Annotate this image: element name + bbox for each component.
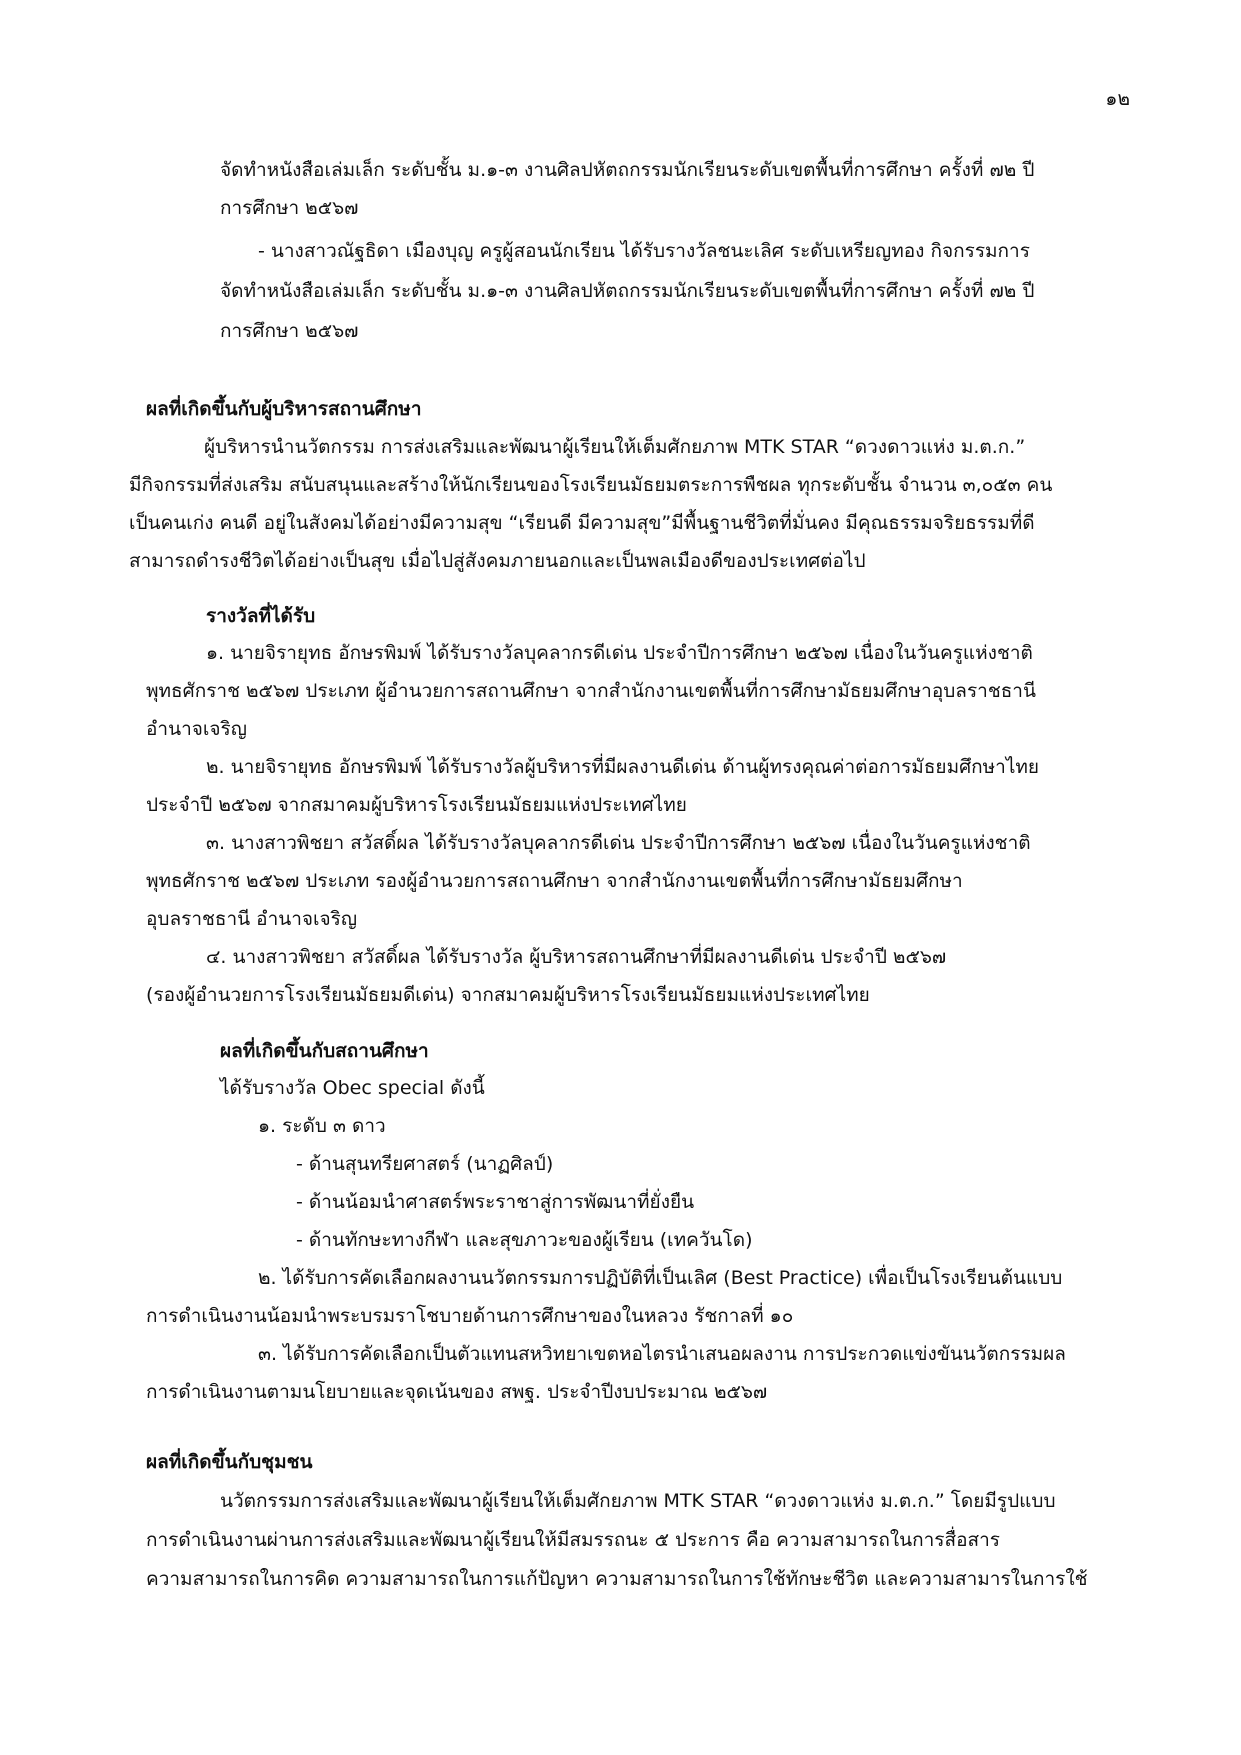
school-item-line: การดำเนินงานน้อมนำพระบรมราโชบายด้านการศึกษาของในหลวง รัชกาลที่ ๑๐ bbox=[146, 1305, 794, 1327]
award-line: ๑. นายจิรายุทธ อักษรพิมพ์ ได้รับรางวัลบุคลากรดีเด่น ประจำปีการศึกษา ๒๕๖๗ เนื่องในวันครูแห่งชาติ bbox=[206, 642, 1033, 664]
carryover-bullet-line: - นางสาวณัฐธิดา เมืองบุญ ครูผู้สอนนักเรียน ได้รับรางวัลชนะเลิศ ระดับเหรียญทอง กิจกรรมการ bbox=[258, 240, 1030, 262]
community-paragraph-line: นวัตกรรมการส่งเสริมและพัฒนาผู้เรียนให้เต็มศักยภาพ MTK STAR “ดวงดาวแห่ง ม.ต.ก.” โดยมีรูปแบบ bbox=[220, 1490, 1056, 1512]
award-line: (รองผู้อำนวยการโรงเรียนมัธยมดีเด่น) จากสมาคมผู้บริหารโรงเรียนมัธยมแห่งประเทศไทย bbox=[146, 984, 870, 1006]
page-number: ๑๒ bbox=[1105, 88, 1130, 110]
awards-heading: รางวัลที่ได้รับ bbox=[206, 605, 316, 627]
admin-paragraph-line: สามารถดำรงชีวิตได้อย่างเป็นสุข เมื่อไปสู่สังคมภายนอกและเป็นพลเมืองดีของประเทศต่อไป bbox=[129, 550, 866, 572]
admin-paragraph-line: มีกิจกรรมที่ส่งเสริม สนับสนุนและสร้างให้นักเรียนของโรงเรียนมัธยมตระการพืชผล ทุกระดับชั้น จำนวน ๓,๐๕๓ คน bbox=[129, 474, 1053, 496]
award-line: พุทธศักราช ๒๕๖๗ ประเภท ผู้อำนวยการสถานศึกษา จากสำนักงานเขตพื้นที่การศึกษามัธยมศึกษาอุบลราชธานี bbox=[146, 680, 1036, 702]
community-paragraph-line: การดำเนินงานผ่านการส่งเสริมและพัฒนาผู้เรียนให้มีสมรรถนะ ๕ ประการ คือ ความสามารถในการสื่อสาร bbox=[146, 1529, 1000, 1551]
award-line: อำนาจเจริญ bbox=[146, 718, 247, 740]
award-line: พุทธศักราช ๒๕๖๗ ประเภท รองผู้อำนวยการสถานศึกษา จากสำนักงานเขตพื้นที่การศึกษามัธยมศึกษา bbox=[146, 870, 963, 892]
community-paragraph-line: ความสามารถในการคิด ความสามารถในการแก้ปัญหา ความสามารถในการใช้ทักษะชีวิต และความสามารในการใช้ bbox=[146, 1568, 1088, 1590]
school-item-line: การดำเนินงานตามนโยบายและจุดเน้นของ สพฐ. ประจำปีงบประมาณ ๒๕๖๗ bbox=[146, 1381, 768, 1403]
carryover-bullet-line: จัดทำหนังสือเล่มเล็ก ระดับชั้น ม.๑-๓ งานศิลปหัตถกรรมนักเรียนระดับเขตพื้นที่การศึกษา ครั้งที่ ๗๒ ปี bbox=[220, 280, 1035, 302]
carryover-line: จัดทำหนังสือเล่มเล็ก ระดับชั้น ม.๑-๓ งานศิลปหัตถกรรมนักเรียนระดับเขตพื้นที่การศึกษา ครั้งที่ ๗๒ ปี bbox=[220, 159, 1035, 181]
carryover-line: การศึกษา ๒๕๖๗ bbox=[220, 197, 359, 219]
admin-paragraph-line: เป็นคนเก่ง คนดี อยู่ในสังคมได้อย่างมีความสุข “เรียนดี มีความสุข”มีพื้นฐานชีวิตที่มั่นคง มีคุณธรรมจริยธรรมที่ดี bbox=[129, 512, 1035, 534]
school-item-line: ๒. ได้รับการคัดเลือกผลงานนวัตกรรมการปฏิบัติที่เป็นเลิศ (Best Practice) เพื่อเป็นโรงเรียนต้นแบบ bbox=[258, 1267, 1063, 1289]
school-bullet: - ด้านน้อมนำศาสตร์พระราชาสู่การพัฒนาที่ยั่งยืน bbox=[296, 1191, 695, 1213]
section-heading-school: ผลที่เกิดขึ้นกับสถานศึกษา bbox=[220, 1040, 429, 1062]
admin-paragraph-line: ผู้บริหารนำนวัตกรรม การส่งเสริมและพัฒนาผู้เรียนให้เต็มศักยภาพ MTK STAR “ดวงดาวแห่ง ม.ต.ก.” bbox=[204, 436, 1026, 458]
carryover-bullet-line: การศึกษา ๒๕๖๗ bbox=[220, 320, 359, 342]
school-item-line: ๓. ได้รับการคัดเลือกเป็นตัวแทนสหวิทยาเขตหอไตรนำเสนอผลงาน การประกวดแข่งขันนวัตกรรมผล bbox=[258, 1343, 1066, 1365]
school-intro: ได้รับรางวัล Obec special ดังนี้ bbox=[220, 1077, 485, 1099]
award-line: ๓. นางสาวพิชยา สวัสดิ์ผล ได้รับรางวัลบุคลากรดีเด่น ประจำปีการศึกษา ๒๕๖๗ เนื่องในวันครูแห่งชาติ bbox=[206, 832, 1031, 854]
section-heading-community: ผลที่เกิดขึ้นกับชุมชน bbox=[146, 1451, 313, 1473]
award-line: ประจำปี ๒๕๖๗ จากสมาคมผู้บริหารโรงเรียนมัธยมแห่งประเทศไทย bbox=[146, 794, 687, 816]
school-bullet: - ด้านทักษะทางกีฬา และสุขภาวะของผู้เรียน (เทควันโด) bbox=[296, 1229, 753, 1251]
school-level: ๑. ระดับ ๓ ดาว bbox=[258, 1115, 386, 1137]
section-heading-admin: ผลที่เกิดขึ้นกับผู้บริหารสถานศึกษา bbox=[146, 398, 422, 420]
award-line: ๒. นายจิรายุทธ อักษรพิมพ์ ได้รับรางวัลผู้บริหารที่มีผลงานดีเด่น ด้านผู้ทรงคุณค่าต่อการมัธยมศึกษาไทย bbox=[206, 756, 1040, 778]
award-line: อุบลราชธานี อำนาจเจริญ bbox=[146, 908, 358, 930]
award-line: ๔. นางสาวพิชยา สวัสดิ์ผล ได้รับรางวัล ผู้บริหารสถานศึกษาที่มีผลงานดีเด่น ประจำปี ๒๕๖๗ bbox=[206, 946, 947, 968]
school-bullet: - ด้านสุนทรียศาสตร์ (นาฏศิลป์) bbox=[296, 1153, 554, 1175]
